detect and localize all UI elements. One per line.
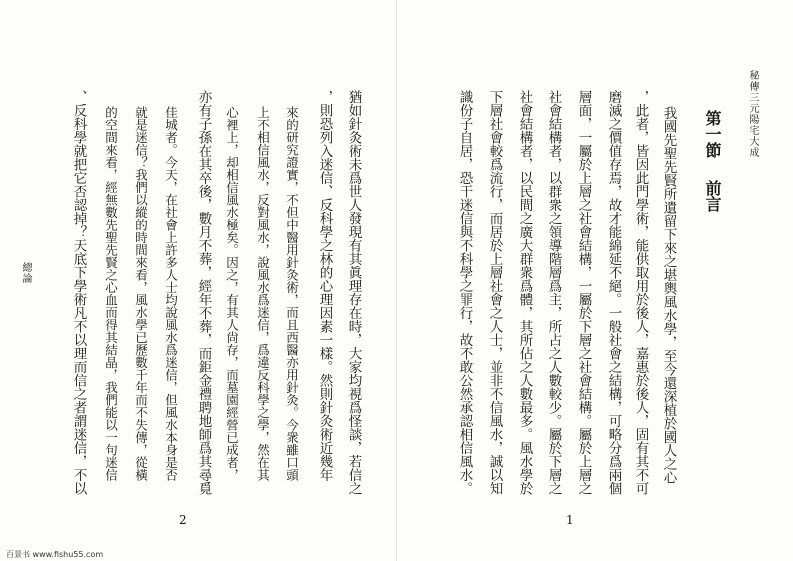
section-heading [701,110,724,212]
section-label: 總論 [20,262,31,284]
right-text-column: 我國先聖先賢所遺留下來之堪輿風水學，至今還深植於國人之心 [660,106,677,484]
right-text-column: 社會結構者，以民間之廣大群衆爲體，其所佔之人數最多。風水學於 [516,90,533,495]
section-title: 前言 [703,180,722,212]
page-number: 1 [566,513,574,527]
left-text-column: 亦有子孫在其卒後，數月不葬，經年不葬，而鉅金禮聘地師爲其尋覓 [195,90,212,495]
left-text-column: 就是迷信？我們以縱的時間來看，風水學已歷數千年而不失傳，從橫 [133,106,149,481]
right-text-column: 下層社會較爲流行，而居於上層社會之人士，並非不信風水，誠以知 [486,90,503,495]
left-text-column: 的空間來看，經無數先聖先賢之心血而得其結晶，我們能以一句迷信 [103,106,119,481]
page-number: 2 [179,513,187,527]
left-text-column: 心裡上，却相信風水極矣。因之，有其人尙存，而墓園經營已成者， [224,106,240,481]
footer-site-text: 百景书 www.fishu55.com [6,550,104,559]
right-text-column: 識份子自居，恐干迷信與不科學之罪行，故不敢公然承認相信風水。 [456,90,473,495]
right-text-column: 層面，一屬於上層之社會結構，一屬於下層之社會結構。屬於上層之 [575,90,592,495]
running-header: 秘傳三元陽宅大成 [747,70,758,158]
left-page [0,0,396,561]
right-page [397,0,793,561]
left-text-column: ，則恐列入迷信、反科學之林的心理因素一樣。然則針灸術近幾年 [316,90,333,482]
section-number: 第一節 [703,110,722,158]
right-text-column: ，此者，皆因此門學術，能供取用於後人，嘉惠於後人，固有其不可 [632,90,649,495]
left-text-column: 、反科學就把它否認掉？天底下學術凡不以理而信之者謂迷信，不以 [70,90,87,495]
left-text-column: 佳城者。今天，在社會上許多人士均說風水爲迷信，但風水本身是否 [163,106,179,481]
left-text-column: 上不相信風水，反對風水，說風水爲迷信，爲違反科學之學，然在其 [255,106,271,481]
left-text-column: 猶如針灸術未爲世人發現有其眞理存在時，大家均視爲怪談，若信之 [345,90,362,495]
right-text-column: 社會結構者，以群衆之領導階層爲主，所占之人數較少。屬於下層之 [545,90,562,495]
left-text-column: 來的研究證實，不但中醫用針灸術，而且西醫亦用針灸。今衆雖口頭 [284,106,300,481]
right-text-column: 磨滅之價值存焉，故才能綿延不絕。一般社會之結構，可略分爲兩個 [605,90,622,495]
